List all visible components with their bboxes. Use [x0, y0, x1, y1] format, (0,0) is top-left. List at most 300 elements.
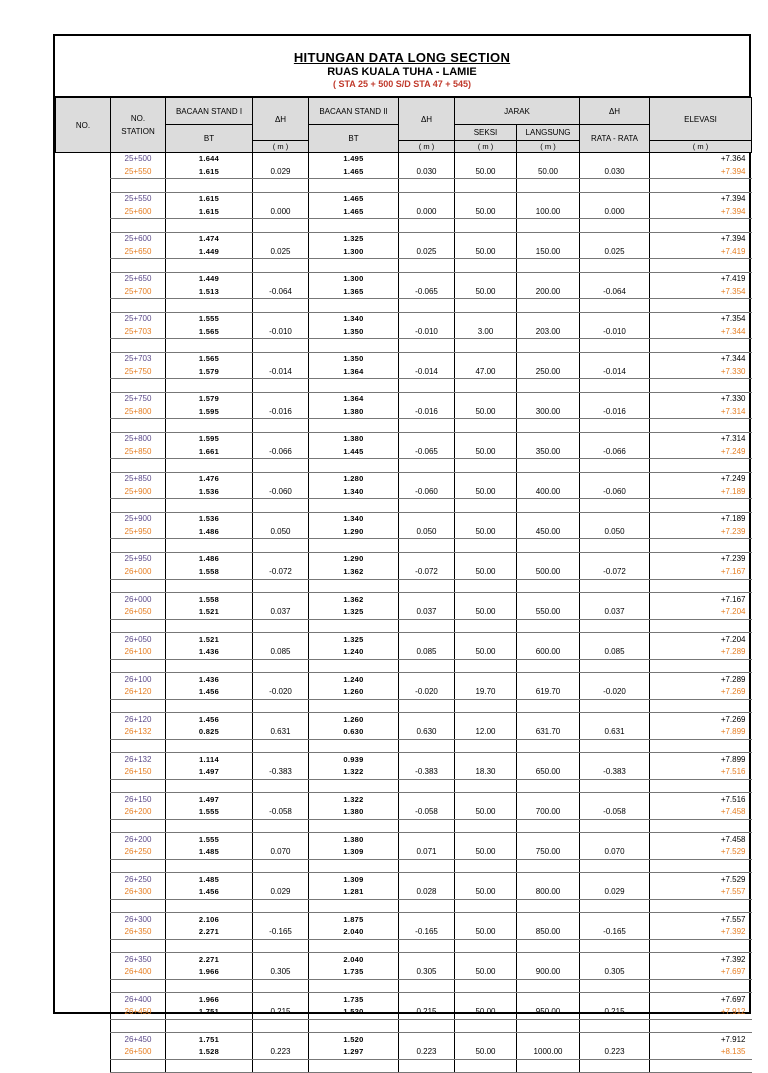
no-cell: [56, 566, 111, 579]
empty-cell: [253, 299, 309, 313]
elevasi-start-cell: +7.289: [650, 673, 752, 686]
seksi-cell: 50.00: [455, 846, 517, 859]
table-row: [56, 233, 752, 246]
station-start-cell: 26+100: [111, 673, 166, 686]
empty-cell: [399, 419, 455, 433]
empty-cell: [517, 659, 580, 673]
station-start-cell: 25+700: [111, 313, 166, 326]
empty-cell: [580, 259, 650, 273]
seksi-cell: [455, 473, 517, 486]
col-header-dh-avg: ΔH: [580, 98, 650, 125]
station-end-cell: 25+650: [111, 246, 166, 259]
seksi-cell: [455, 593, 517, 606]
dh2-cell: [399, 913, 455, 926]
elevasi-start-cell: +7.419: [650, 273, 752, 286]
dh2-cell: [399, 673, 455, 686]
dh2-cell: [399, 633, 455, 646]
elevasi-end-cell: +7.516: [650, 766, 752, 779]
seksi-cell: [455, 753, 517, 766]
empty-cell: [580, 899, 650, 913]
seksi-cell: 50.00: [455, 486, 517, 499]
empty-cell: [309, 819, 399, 833]
no-cell: [56, 486, 111, 499]
empty-cell: [111, 419, 166, 433]
empty-cell: [309, 459, 399, 473]
rata-cell: 0.215: [580, 1006, 650, 1019]
bt1-start-cell: 1.486: [166, 553, 253, 566]
dh1-cell: -0.072: [253, 566, 309, 579]
dh2-cell: 0.305: [399, 966, 455, 979]
empty-cell: [166, 379, 253, 393]
empty-cell: [455, 859, 517, 873]
col-header-stand2: BACAAN STAND II: [309, 98, 399, 125]
bt1-start-cell: 1.615: [166, 193, 253, 206]
empty-cell: [309, 339, 399, 353]
spacer-row: [56, 939, 752, 953]
spacer-row: [56, 1059, 752, 1073]
dh2-cell: -0.065: [399, 286, 455, 299]
bt2-end-cell: 1.465: [309, 166, 399, 179]
langsung-cell: [517, 153, 580, 166]
empty-cell: [309, 779, 399, 793]
empty-cell: [399, 219, 455, 233]
rata-cell: [580, 193, 650, 206]
station-start-cell: 26+150: [111, 793, 166, 806]
empty-cell: [455, 899, 517, 913]
langsung-cell: [517, 273, 580, 286]
dh2-cell: -0.014: [399, 366, 455, 379]
bt2-start-cell: 1.309: [309, 873, 399, 886]
langsung-cell: 750.00: [517, 846, 580, 859]
table-row: [56, 273, 752, 286]
seksi-cell: 19.70: [455, 686, 517, 699]
empty-cell: [111, 659, 166, 673]
elevasi-start-cell: +7.364: [650, 153, 752, 166]
rata-cell: [580, 713, 650, 726]
empty-cell: [56, 1019, 111, 1033]
dh1-cell: -0.010: [253, 326, 309, 339]
col-header-jarak: JARAK: [455, 98, 580, 125]
station-end-cell: 25+850: [111, 446, 166, 459]
langsung-cell: [517, 353, 580, 366]
table-row: [56, 793, 752, 806]
empty-cell: [580, 499, 650, 513]
bt2-start-cell: 1.380: [309, 433, 399, 446]
no-cell: [56, 886, 111, 899]
dh2-cell: [399, 1033, 455, 1046]
langsung-cell: 550.00: [517, 606, 580, 619]
no-cell: [56, 166, 111, 179]
empty-cell: [253, 899, 309, 913]
empty-cell: [580, 819, 650, 833]
bt1-start-cell: 1.436: [166, 673, 253, 686]
rata-cell: [580, 153, 650, 166]
no-cell: [56, 326, 111, 339]
dh2-cell: -0.072: [399, 566, 455, 579]
unit-seksi: ( m ): [455, 141, 517, 153]
seksi-cell: 50.00: [455, 926, 517, 939]
seksi-cell: [455, 273, 517, 286]
no-cell: [56, 366, 111, 379]
empty-cell: [111, 859, 166, 873]
empty-cell: [455, 299, 517, 313]
empty-cell: [517, 499, 580, 513]
rata-cell: [580, 953, 650, 966]
dh2-cell: [399, 433, 455, 446]
empty-cell: [399, 539, 455, 553]
empty-cell: [650, 539, 752, 553]
table-row: [56, 993, 752, 1006]
rata-cell: [580, 833, 650, 846]
rata-cell: [580, 433, 650, 446]
seksi-cell: 50.00: [455, 966, 517, 979]
empty-cell: [309, 939, 399, 953]
dh1-cell: -0.165: [253, 926, 309, 939]
empty-cell: [111, 219, 166, 233]
empty-cell: [253, 779, 309, 793]
spacer-row: [56, 699, 752, 713]
dh1-cell: 0.215: [253, 1006, 309, 1019]
bt2-end-cell: 1.325: [309, 606, 399, 619]
station-end-cell: 25+950: [111, 526, 166, 539]
empty-cell: [455, 499, 517, 513]
no-cell: [56, 473, 111, 486]
dh1-cell: [253, 833, 309, 846]
spacer-row: [56, 259, 752, 273]
elevasi-end-cell: +7.344: [650, 326, 752, 339]
empty-cell: [399, 379, 455, 393]
seksi-cell: [455, 393, 517, 406]
empty-cell: [399, 259, 455, 273]
seksi-cell: 50.00: [455, 446, 517, 459]
empty-cell: [517, 179, 580, 193]
dh2-cell: 0.037: [399, 606, 455, 619]
station-start-cell: 25+650: [111, 273, 166, 286]
no-cell: [56, 993, 111, 1006]
table-row: [56, 193, 752, 206]
elevasi-start-cell: +7.189: [650, 513, 752, 526]
empty-cell: [399, 819, 455, 833]
empty-cell: [455, 939, 517, 953]
empty-cell: [56, 1059, 111, 1073]
station-start-cell: 26+132: [111, 753, 166, 766]
table-row: [56, 913, 752, 926]
empty-cell: [111, 539, 166, 553]
table-row: [56, 553, 752, 566]
rata-cell: 0.000: [580, 206, 650, 219]
col-header-elevasi: ELEVASI: [650, 98, 752, 141]
spacer-row: [56, 899, 752, 913]
empty-cell: [111, 619, 166, 633]
dh1-cell: [253, 873, 309, 886]
dh2-cell: [399, 593, 455, 606]
empty-cell: [517, 539, 580, 553]
dh1-cell: -0.066: [253, 446, 309, 459]
bt1-end-cell: 1.521: [166, 606, 253, 619]
empty-cell: [650, 779, 752, 793]
langsung-cell: 800.00: [517, 886, 580, 899]
empty-cell: [580, 779, 650, 793]
empty-cell: [517, 619, 580, 633]
rata-cell: -0.064: [580, 286, 650, 299]
empty-cell: [253, 539, 309, 553]
spacer-row: [56, 459, 752, 473]
long-section-table: [55, 97, 752, 1073]
elevasi-start-cell: +7.529: [650, 873, 752, 886]
langsung-cell: 950.00: [517, 1006, 580, 1019]
bt1-start-cell: 1.558: [166, 593, 253, 606]
rata-cell: -0.014: [580, 366, 650, 379]
dh2-cell: -0.016: [399, 406, 455, 419]
station-start-cell: 25+703: [111, 353, 166, 366]
unit-dh2: ( m ): [399, 141, 455, 153]
station-end-cell: 25+900: [111, 486, 166, 499]
dh2-cell: 0.215: [399, 1006, 455, 1019]
station-start-cell: 26+120: [111, 713, 166, 726]
empty-cell: [166, 699, 253, 713]
empty-cell: [580, 1059, 650, 1073]
langsung-cell: [517, 473, 580, 486]
title-block: [55, 36, 749, 97]
station-end-cell: 25+600: [111, 206, 166, 219]
elevasi-end-cell: +7.394: [650, 166, 752, 179]
elevasi-end-cell: +7.458: [650, 806, 752, 819]
table-row: [56, 686, 752, 699]
langsung-cell: 300.00: [517, 406, 580, 419]
bt1-start-cell: 1.474: [166, 233, 253, 246]
bt2-start-cell: 0.939: [309, 753, 399, 766]
elevasi-end-cell: +8.135: [650, 1046, 752, 1059]
empty-cell: [580, 739, 650, 753]
bt1-end-cell: 1.456: [166, 686, 253, 699]
dh2-cell: -0.065: [399, 446, 455, 459]
empty-cell: [111, 499, 166, 513]
elevasi-end-cell: +7.167: [650, 566, 752, 579]
langsung-cell: [517, 233, 580, 246]
table-row: [56, 513, 752, 526]
seksi-cell: [455, 1033, 517, 1046]
empty-cell: [111, 1059, 166, 1073]
bt1-start-cell: 1.485: [166, 873, 253, 886]
empty-cell: [650, 299, 752, 313]
empty-cell: [517, 579, 580, 593]
dh1-cell: [253, 553, 309, 566]
langsung-cell: 350.00: [517, 446, 580, 459]
bt1-end-cell: 1.485: [166, 846, 253, 859]
dh1-cell: [253, 473, 309, 486]
langsung-cell: [517, 873, 580, 886]
empty-cell: [166, 779, 253, 793]
elevasi-start-cell: +7.239: [650, 553, 752, 566]
empty-cell: [309, 379, 399, 393]
station-end-cell: 26+500: [111, 1046, 166, 1059]
station-start-cell: 26+400: [111, 993, 166, 1006]
table-row: [56, 606, 752, 619]
empty-cell: [650, 739, 752, 753]
dh1-cell: [253, 913, 309, 926]
langsung-cell: 850.00: [517, 926, 580, 939]
langsung-cell: [517, 833, 580, 846]
no-cell: [56, 246, 111, 259]
empty-cell: [166, 459, 253, 473]
elevasi-end-cell: +7.557: [650, 886, 752, 899]
dh2-cell: 0.028: [399, 886, 455, 899]
seksi-cell: [455, 873, 517, 886]
rata-cell: [580, 593, 650, 606]
bt2-start-cell: 1.735: [309, 993, 399, 1006]
empty-cell: [111, 339, 166, 353]
bt2-start-cell: 1.350: [309, 353, 399, 366]
seksi-cell: 50.00: [455, 166, 517, 179]
station-end-cell: 26+400: [111, 966, 166, 979]
seksi-cell: 50.00: [455, 406, 517, 419]
elevasi-start-cell: +7.912: [650, 1033, 752, 1046]
rata-cell: [580, 1033, 650, 1046]
seksi-cell: 50.00: [455, 526, 517, 539]
empty-cell: [580, 539, 650, 553]
station-start-cell: 25+750: [111, 393, 166, 406]
no-cell: [56, 353, 111, 366]
bt2-end-cell: 1.365: [309, 286, 399, 299]
no-cell: [56, 446, 111, 459]
no-cell: [56, 313, 111, 326]
dh1-cell: 0.305: [253, 966, 309, 979]
seksi-cell: [455, 353, 517, 366]
empty-cell: [455, 219, 517, 233]
bt2-end-cell: 1.240: [309, 646, 399, 659]
empty-cell: [399, 1019, 455, 1033]
document-title: HITUNGAN DATA LONG SECTION: [293, 50, 511, 65]
table-row: [56, 953, 752, 966]
empty-cell: [455, 979, 517, 993]
dh2-cell: [399, 193, 455, 206]
dh2-cell: [399, 153, 455, 166]
table-row: [56, 966, 752, 979]
bt1-end-cell: 1.661: [166, 446, 253, 459]
elevasi-end-cell: +7.419: [650, 246, 752, 259]
spacer-row: [56, 419, 752, 433]
empty-cell: [517, 1019, 580, 1033]
col-header-bt2: BT: [309, 125, 399, 153]
bt2-end-cell: 1.350: [309, 326, 399, 339]
empty-cell: [56, 979, 111, 993]
station-end-cell: 26+000: [111, 566, 166, 579]
empty-cell: [253, 459, 309, 473]
no-cell: [56, 766, 111, 779]
bt1-start-cell: 2.106: [166, 913, 253, 926]
empty-cell: [253, 979, 309, 993]
empty-cell: [517, 259, 580, 273]
dh1-cell: 0.029: [253, 886, 309, 899]
bt1-start-cell: 1.114: [166, 753, 253, 766]
bt1-start-cell: 1.555: [166, 833, 253, 846]
rata-cell: 0.029: [580, 886, 650, 899]
bt1-start-cell: 2.271: [166, 953, 253, 966]
table-row: [56, 766, 752, 779]
dh2-cell: 0.071: [399, 846, 455, 859]
seksi-cell: 50.00: [455, 286, 517, 299]
table-row: [56, 446, 752, 459]
rata-cell: -0.058: [580, 806, 650, 819]
bt1-start-cell: 1.449: [166, 273, 253, 286]
empty-cell: [309, 899, 399, 913]
dh1-cell: -0.058: [253, 806, 309, 819]
elevasi-end-cell: +7.529: [650, 846, 752, 859]
elevasi-end-cell: +7.269: [650, 686, 752, 699]
dh1-cell: 0.631: [253, 726, 309, 739]
table-row: [56, 526, 752, 539]
dh1-cell: [253, 193, 309, 206]
empty-cell: [253, 379, 309, 393]
no-cell: [56, 873, 111, 886]
spacer-row: [56, 179, 752, 193]
empty-cell: [517, 419, 580, 433]
bt2-start-cell: 1.260: [309, 713, 399, 726]
bt2-start-cell: 1.380: [309, 833, 399, 846]
rata-cell: [580, 873, 650, 886]
dh1-cell: -0.383: [253, 766, 309, 779]
bt1-end-cell: 1.449: [166, 246, 253, 259]
station-start-cell: 26+000: [111, 593, 166, 606]
elevasi-start-cell: +7.458: [650, 833, 752, 846]
bt1-end-cell: 0.825: [166, 726, 253, 739]
empty-cell: [455, 339, 517, 353]
empty-cell: [580, 619, 650, 633]
empty-cell: [517, 219, 580, 233]
dh1-cell: [253, 713, 309, 726]
bt2-start-cell: 1.325: [309, 233, 399, 246]
col-header-seksi: SEKSI: [455, 125, 517, 141]
dh2-cell: [399, 833, 455, 846]
dh2-cell: [399, 873, 455, 886]
no-cell: [56, 553, 111, 566]
empty-cell: [455, 419, 517, 433]
empty-cell: [253, 819, 309, 833]
empty-cell: [166, 579, 253, 593]
station-start-cell: 25+550: [111, 193, 166, 206]
table-row: [56, 313, 752, 326]
empty-cell: [166, 739, 253, 753]
station-end-cell: 26+132: [111, 726, 166, 739]
elevasi-start-cell: +7.354: [650, 313, 752, 326]
station-start-cell: 25+850: [111, 473, 166, 486]
langsung-cell: 1000.00: [517, 1046, 580, 1059]
dh2-cell: 0.630: [399, 726, 455, 739]
spacer-row: [56, 499, 752, 513]
seksi-cell: 50.00: [455, 566, 517, 579]
bt1-end-cell: 1.595: [166, 406, 253, 419]
seksi-cell: 3.00: [455, 326, 517, 339]
spacer-row: [56, 379, 752, 393]
seksi-cell: [455, 193, 517, 206]
seksi-cell: 50.00: [455, 206, 517, 219]
table-row: [56, 886, 752, 899]
empty-cell: [455, 659, 517, 673]
bt2-end-cell: 1.281: [309, 886, 399, 899]
empty-cell: [56, 779, 111, 793]
bt1-end-cell: 2.271: [166, 926, 253, 939]
station-end-cell: 25+700: [111, 286, 166, 299]
elevasi-end-cell: +7.912: [650, 1006, 752, 1019]
bt1-start-cell: 1.555: [166, 313, 253, 326]
langsung-cell: 203.00: [517, 326, 580, 339]
bt1-end-cell: 1.751: [166, 1006, 253, 1019]
dh1-cell: [253, 273, 309, 286]
langsung-cell: [517, 593, 580, 606]
empty-cell: [56, 899, 111, 913]
empty-cell: [309, 179, 399, 193]
elevasi-end-cell: +7.204: [650, 606, 752, 619]
